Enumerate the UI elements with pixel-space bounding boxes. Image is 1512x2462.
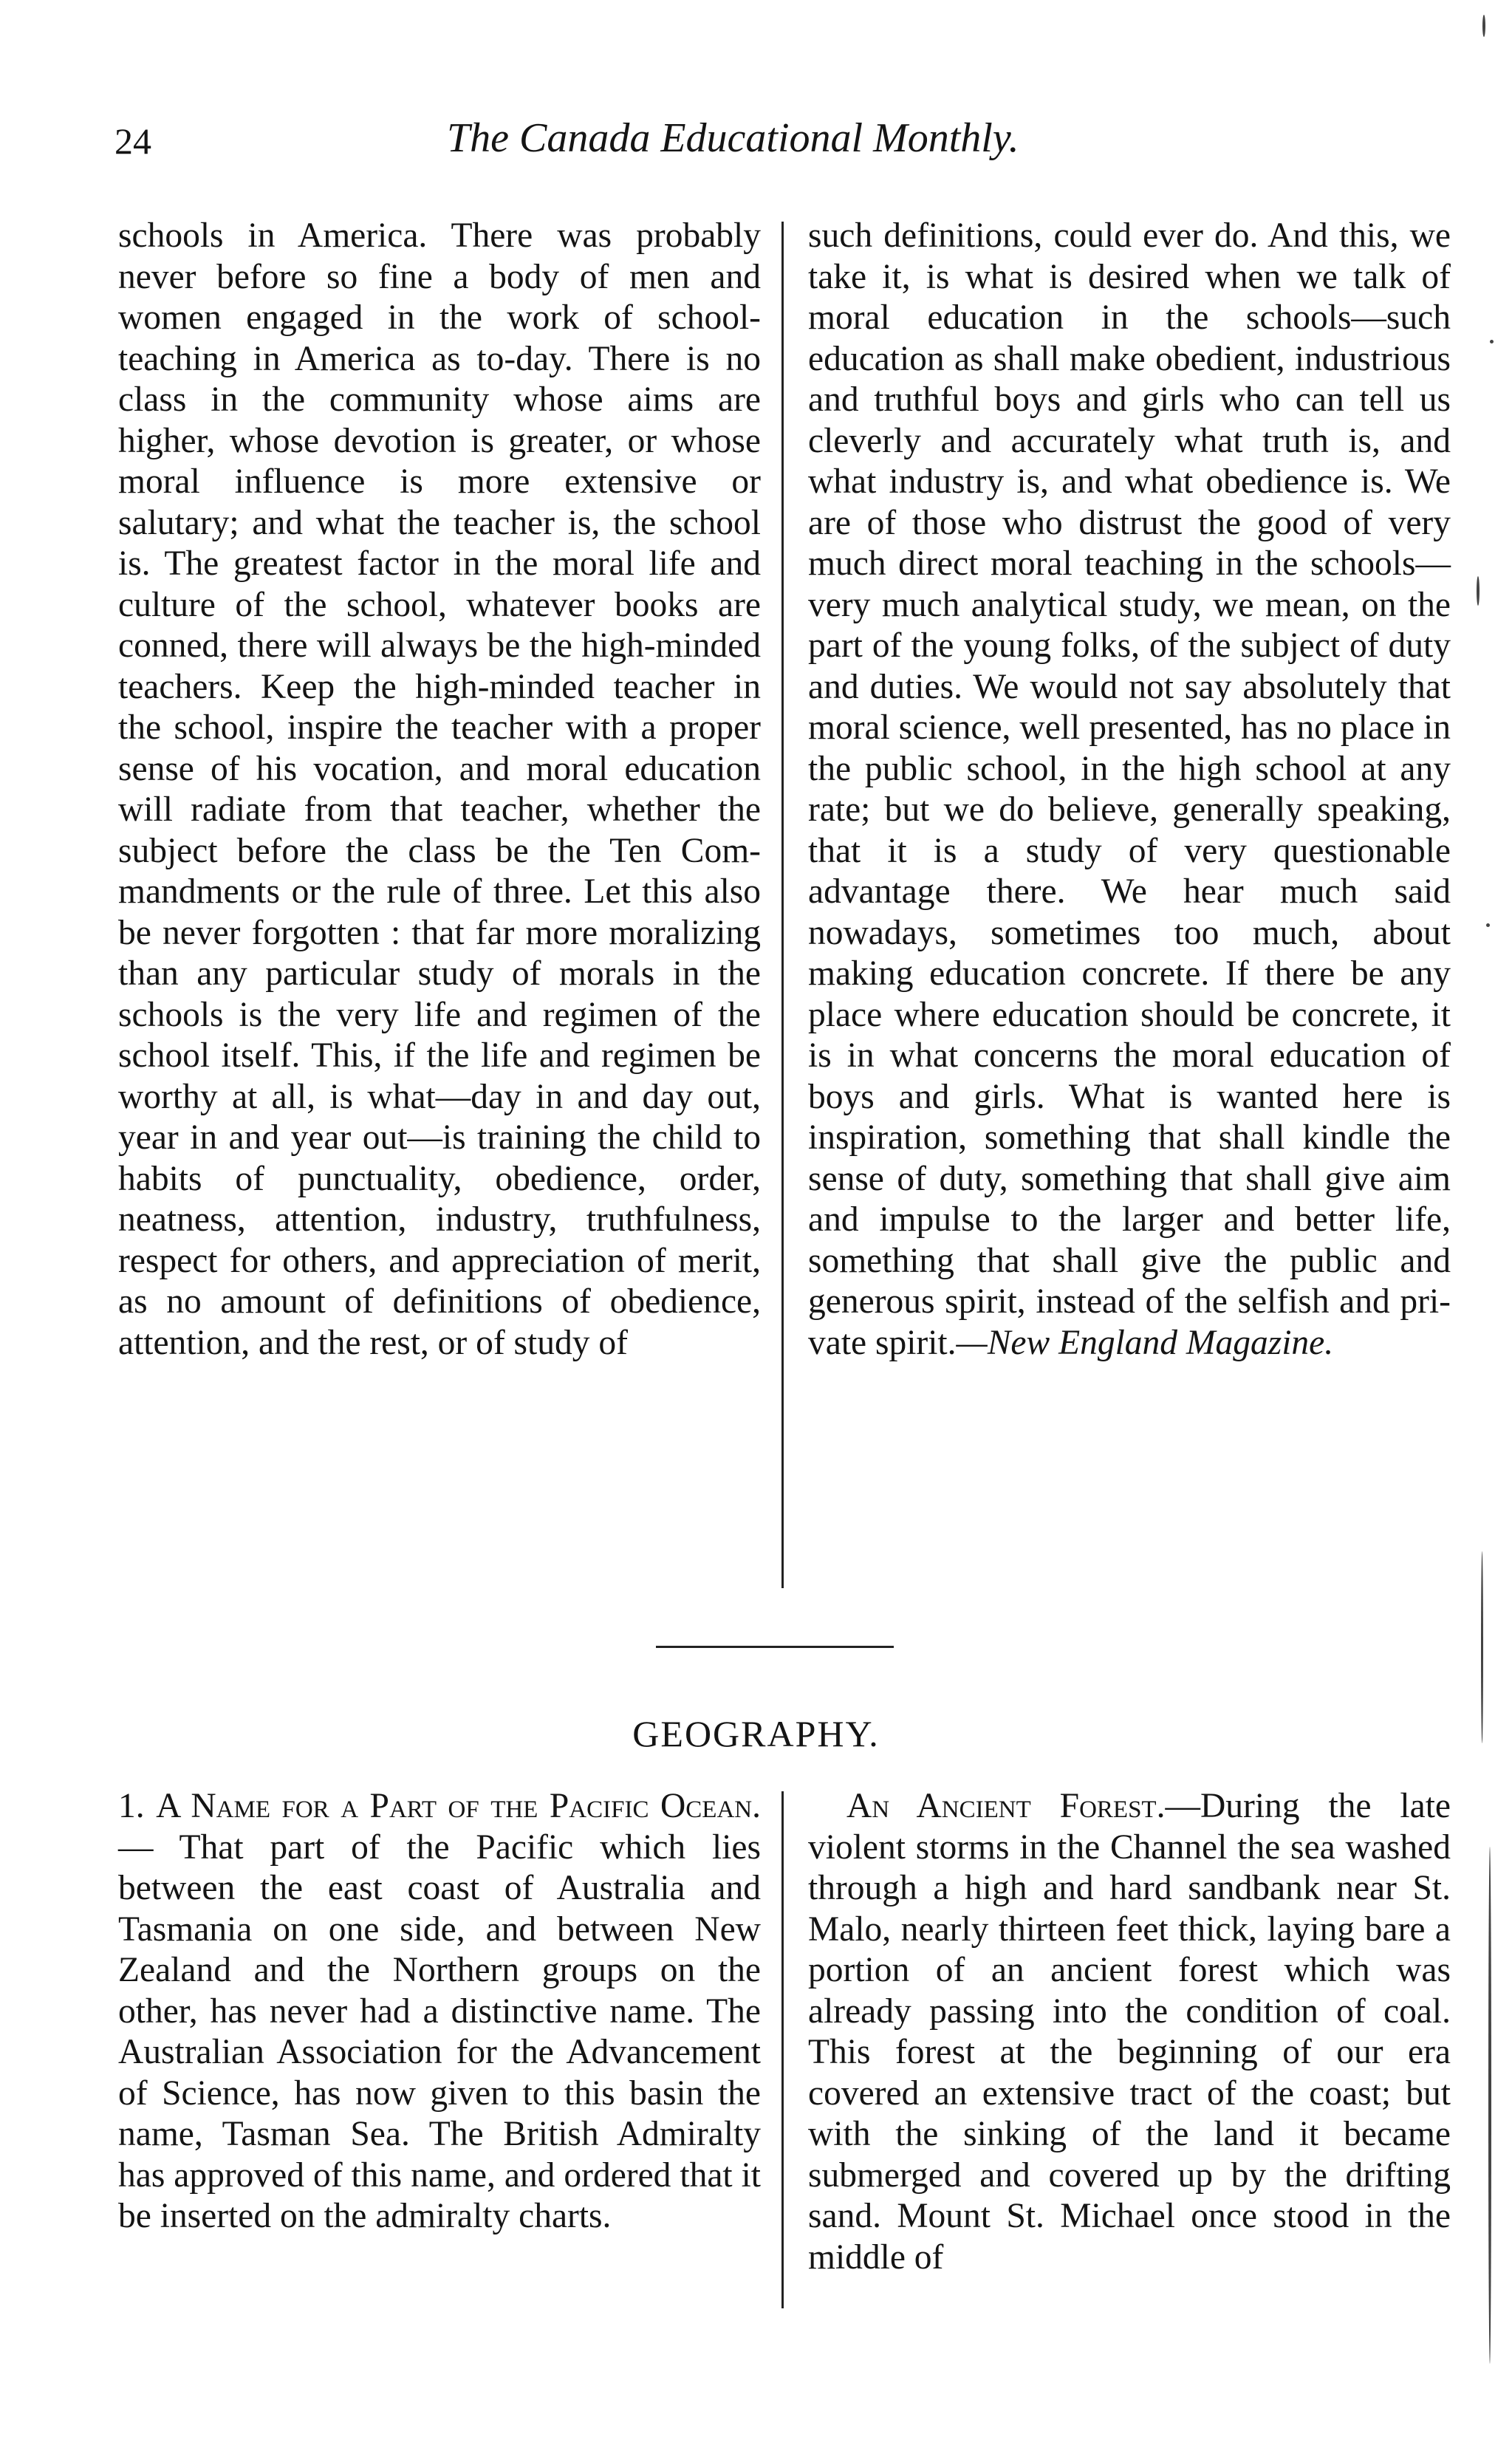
item-dash: — [1165, 1787, 1200, 1825]
item-dash: — [118, 1827, 179, 1867]
item-title: A Name for a Part of the Pacific Ocean. [156, 1787, 761, 1825]
scan-speck [1477, 576, 1479, 606]
section-divider [656, 1646, 894, 1648]
scan-speck [1481, 1551, 1483, 1743]
item-body: That part of the Pacific which lies between the east coast of Australia and Tasmania on one side, and between New Zealand and the Northern groups on the other, has never had a distinctive name. The Australian Association for the Advancement of Science, has now given to this basin the name, Tasman Sea. The British Admiralty has approved of this name, and ordered that it be inserted on the admiralty charts. [118, 1827, 761, 2235]
item-body: During the late violent storms in the Channel the sea washed through a high and hard sandbank near St. Malo, nearly thirteen feet thick, laying bare a portion of an ancient forest which was already passing into the condition of coal. This forest at the beginning of our era covered an extensive tract of the coast; but with the sinking of the land it became submerged and covered up by the drifting sand. Mount St. Michael once stood in the middle of [808, 1787, 1451, 2277]
geography-item-1 [118, 1786, 761, 2237]
scan-edge-noise [1468, 0, 1512, 2462]
geography-right-column [808, 1786, 1451, 2278]
article-left-column [118, 216, 761, 1364]
page-number: 24 [114, 120, 151, 162]
section-heading: GEOGRAPHY. [632, 1713, 880, 1754]
scan-speck [1488, 1847, 1491, 2364]
scan-speck [1490, 340, 1494, 343]
geography-left-column [118, 1786, 761, 2237]
column-rule [781, 1791, 784, 2308]
article-right-text: such definitions, could ever do. And this, we take it, is what is desired when we talk of moral education in the schools—such education as shall make obedient, industrious and truthful boys and girls who can tell us cleverly and accurately what truth is, and what industry is, and what obedience is. We are of those who distrust the good of very much direct moral teaching in the schools—very much analytical study, we mean, on the part of the young folks, of the subject of duty and duties. We would not say absolutely that moral science, well presented, has no place in the public school, in the high school at any rate; but we do believe, generally speaking, that it is a study of very questionable advantage there. We hear much said nowadays, sometimes too much, about making education concrete. If there be any place where education should be concrete, it is in what concerns the moral education of boys and girls. What is wanted here is inspiration, something that shall kindle the sense of duty, something that shall give aim and impulse to the larger and better life, something that shall give the public and generous spirit, instead of the selfish and private spirit. [808, 216, 1451, 1362]
article-right-paragraph [808, 216, 1451, 1364]
scan-speck [1482, 15, 1485, 37]
scan-speck [1486, 923, 1490, 927]
item-title: An Ancient Forest. [846, 1787, 1166, 1825]
article-source: —New England Magazine. [956, 1323, 1334, 1362]
item-number: 1. [118, 1787, 145, 1825]
running-title: The Canada Educational Monthly. [447, 115, 1019, 161]
column-rule [781, 222, 784, 1588]
page-header [114, 111, 1134, 170]
article-right-column [808, 216, 1451, 1364]
geography-item-2 [808, 1786, 1451, 2278]
article-left-text: schools in America. There was probably never before so fine a body of men and women engaged in the work of school-teaching in America as to-day. There is no class in the community whose aims are higher, whose devotion is greater, or whose moral influence is more extensive or salutary; and what the teacher is, the school is. The greatest factor in the moral life and culture of the school, whatever books are conned, there will always be the high-minded teachers. Keep the high-minded teacher in the school, inspire the teacher with a proper sense of his vocation, and moral education will radiate from that teacher, whether the subject before the class be the Ten Commandments or the rule of three. Let this also be never forgotten : that far more moralizing than any particular study of morals in the schools is the very life and regimen of the school itself. This, if the life and regimen be worthy at all, is what—day in and day out, year in and year out—is training the child to habits of punctuality, obedience, order, neatness, attention, industry, truthfulness, respect for others, and appreciation of merit, as no amount of definitions of obedience, attention, and the rest, or of study of [118, 216, 761, 1362]
